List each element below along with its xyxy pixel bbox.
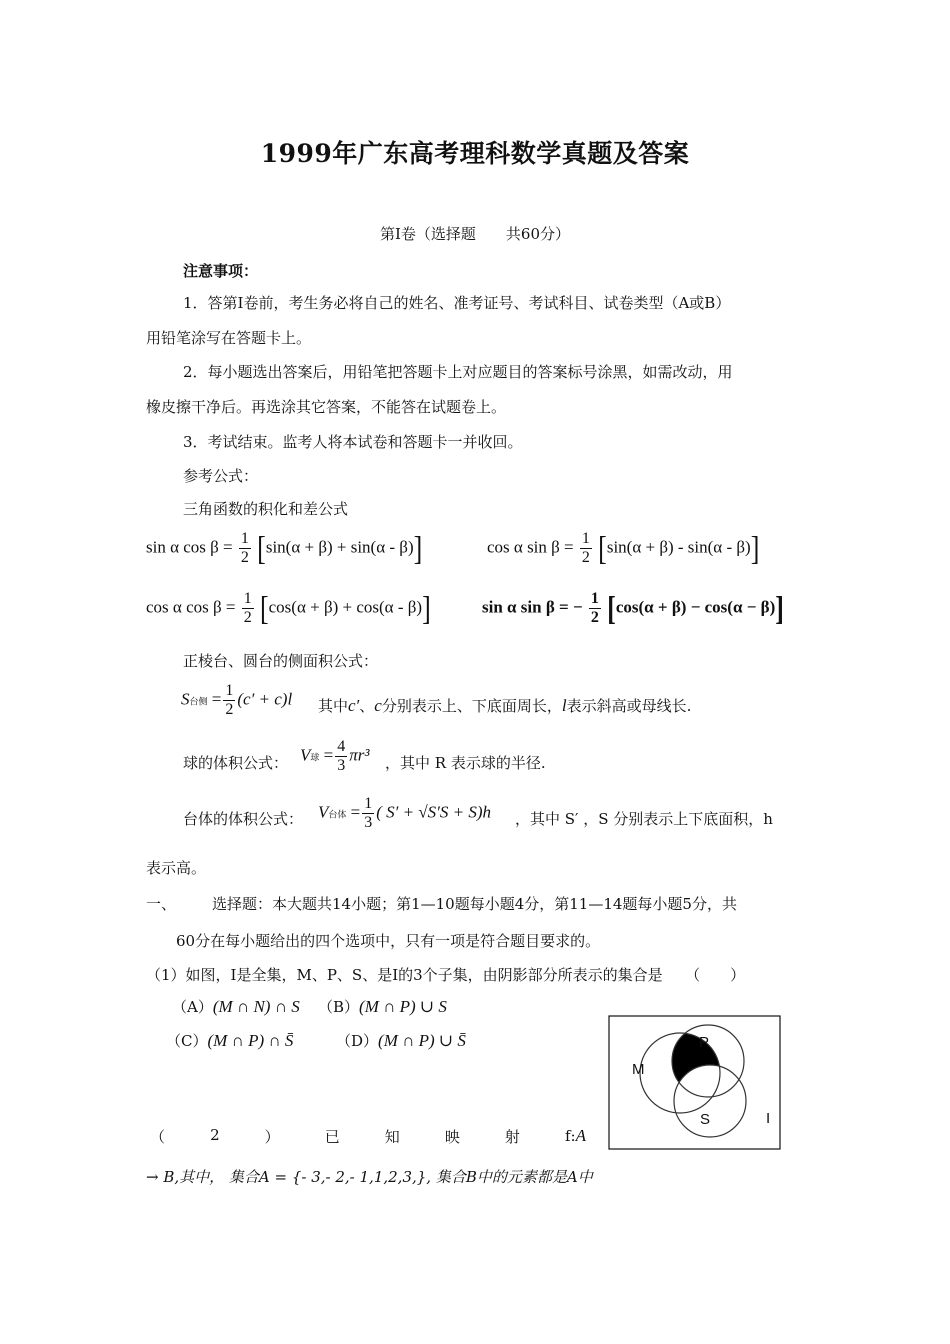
venn-diagram — [608, 1015, 782, 1151]
note-1-line-2: 用铅笔涂写在答题卡上。 — [146, 329, 312, 347]
question-2-line-1: （ 2 ） 已 知 映 射 f:A — [150, 1126, 586, 1146]
section1-line-1: 选择题：本大题共14小题；第1—10题每小题4分，第11—14题每小题5分，共 — [212, 895, 737, 913]
formula-frustum-area: S台侧 = $\frac{1}{2}$ (c′ + c)l — [181, 682, 293, 718]
note-3: 3．考试结束。监考人将本试卷和答题卡一并收回。 — [183, 433, 523, 451]
question-1-stem: （1）如图，I是全集，M、P、S、是I的3个子集，由阴影部分所表示的集合是 （ ） — [146, 966, 746, 984]
label-s: S — [700, 1111, 711, 1128]
note-2-line-2: 橡皮擦干净后。再选涂其它答案，不能答在试题卷上。 — [146, 398, 507, 416]
q1-option-c: （C）(M ∩ P) ∩ S̄ — [166, 1031, 294, 1050]
label-m: M — [632, 1061, 645, 1078]
formula-sin-sin: sin α sin β = − $\frac{1}{2}$ [cos(α + β) − cos(α − β)] — [482, 589, 784, 627]
cone-description: ，其中 S′ ，S 分别表示上下底面积，h — [515, 810, 773, 828]
q1-option-d: （D）(M ∩ P) ∪ S̄ — [336, 1031, 466, 1050]
frustum-heading: 正棱台、圆台的侧面积公式： — [183, 652, 379, 670]
cone-description-cont: 表示高。 — [146, 859, 207, 877]
label-p: P — [699, 1034, 710, 1051]
note-1-line-1: 1．答第Ⅰ卷前，考生务必将自己的姓名、准考证号、考试科目、试卷类型（A或B） — [183, 294, 731, 312]
section1-line-2: 60分在每小题给出的四个选项中，只有一项是符合题目要求的。 — [176, 932, 601, 950]
document-title: 1999年广东高考理科数学真题及答案 — [260, 139, 690, 168]
note-2-line-1: 2．每小题选出答案后，用铅笔把答题卡上对应题目的答案标号涂黑，如需改动，用 — [183, 363, 733, 381]
frustum-description: 其中c′、c分别表示上、下底面周长，l表示斜高或母线长. — [318, 696, 692, 715]
cone-label: 台体的体积公式： — [183, 810, 304, 828]
trig-heading: 三角函数的积化和差公式 — [183, 500, 349, 518]
section1-label: 一、 — [146, 895, 177, 913]
label-i: I — [766, 1110, 771, 1127]
q1-option-a: （A）(M ∩ N) ∩ S — [172, 997, 300, 1016]
question-2-line-2: → B,其中， 集合A = {- 3,- 2,- 1,1,2,3,}, 集合B中的元素都是A中 — [146, 1168, 593, 1186]
formula-cos-cos: cos α cos β = $\frac{1}{2}$ [cos(α + β) + cos(α - β)] — [146, 589, 431, 627]
q1-option-b: （B）(M ∩ P) ∪ S — [318, 997, 447, 1016]
formula-sphere-volume: V球 = $\frac{4}{3}$ πr³ — [300, 738, 370, 774]
section-header: 第Ⅰ卷（选择题 共60分） — [379, 225, 570, 243]
notes-heading: 注意事项： — [183, 262, 259, 280]
formula-cos-sin: cos α sin β = $\frac{1}{2}$ [sin(α + β) - sin(α - β)] — [487, 529, 760, 567]
formulas-heading: 参考公式： — [183, 467, 259, 485]
sphere-label: 球的体积公式： — [183, 754, 289, 772]
sphere-description: ，其中 R 表示球的半径. — [385, 754, 546, 772]
formula-frustum-volume: V台体 = $\frac{1}{3}$ ( S′ + √S′S + S)h — [318, 795, 492, 831]
formula-sin-cos: sin α cos β = $\frac{1}{2}$ [sin(α + β) + sin(α - β)] — [146, 529, 423, 567]
